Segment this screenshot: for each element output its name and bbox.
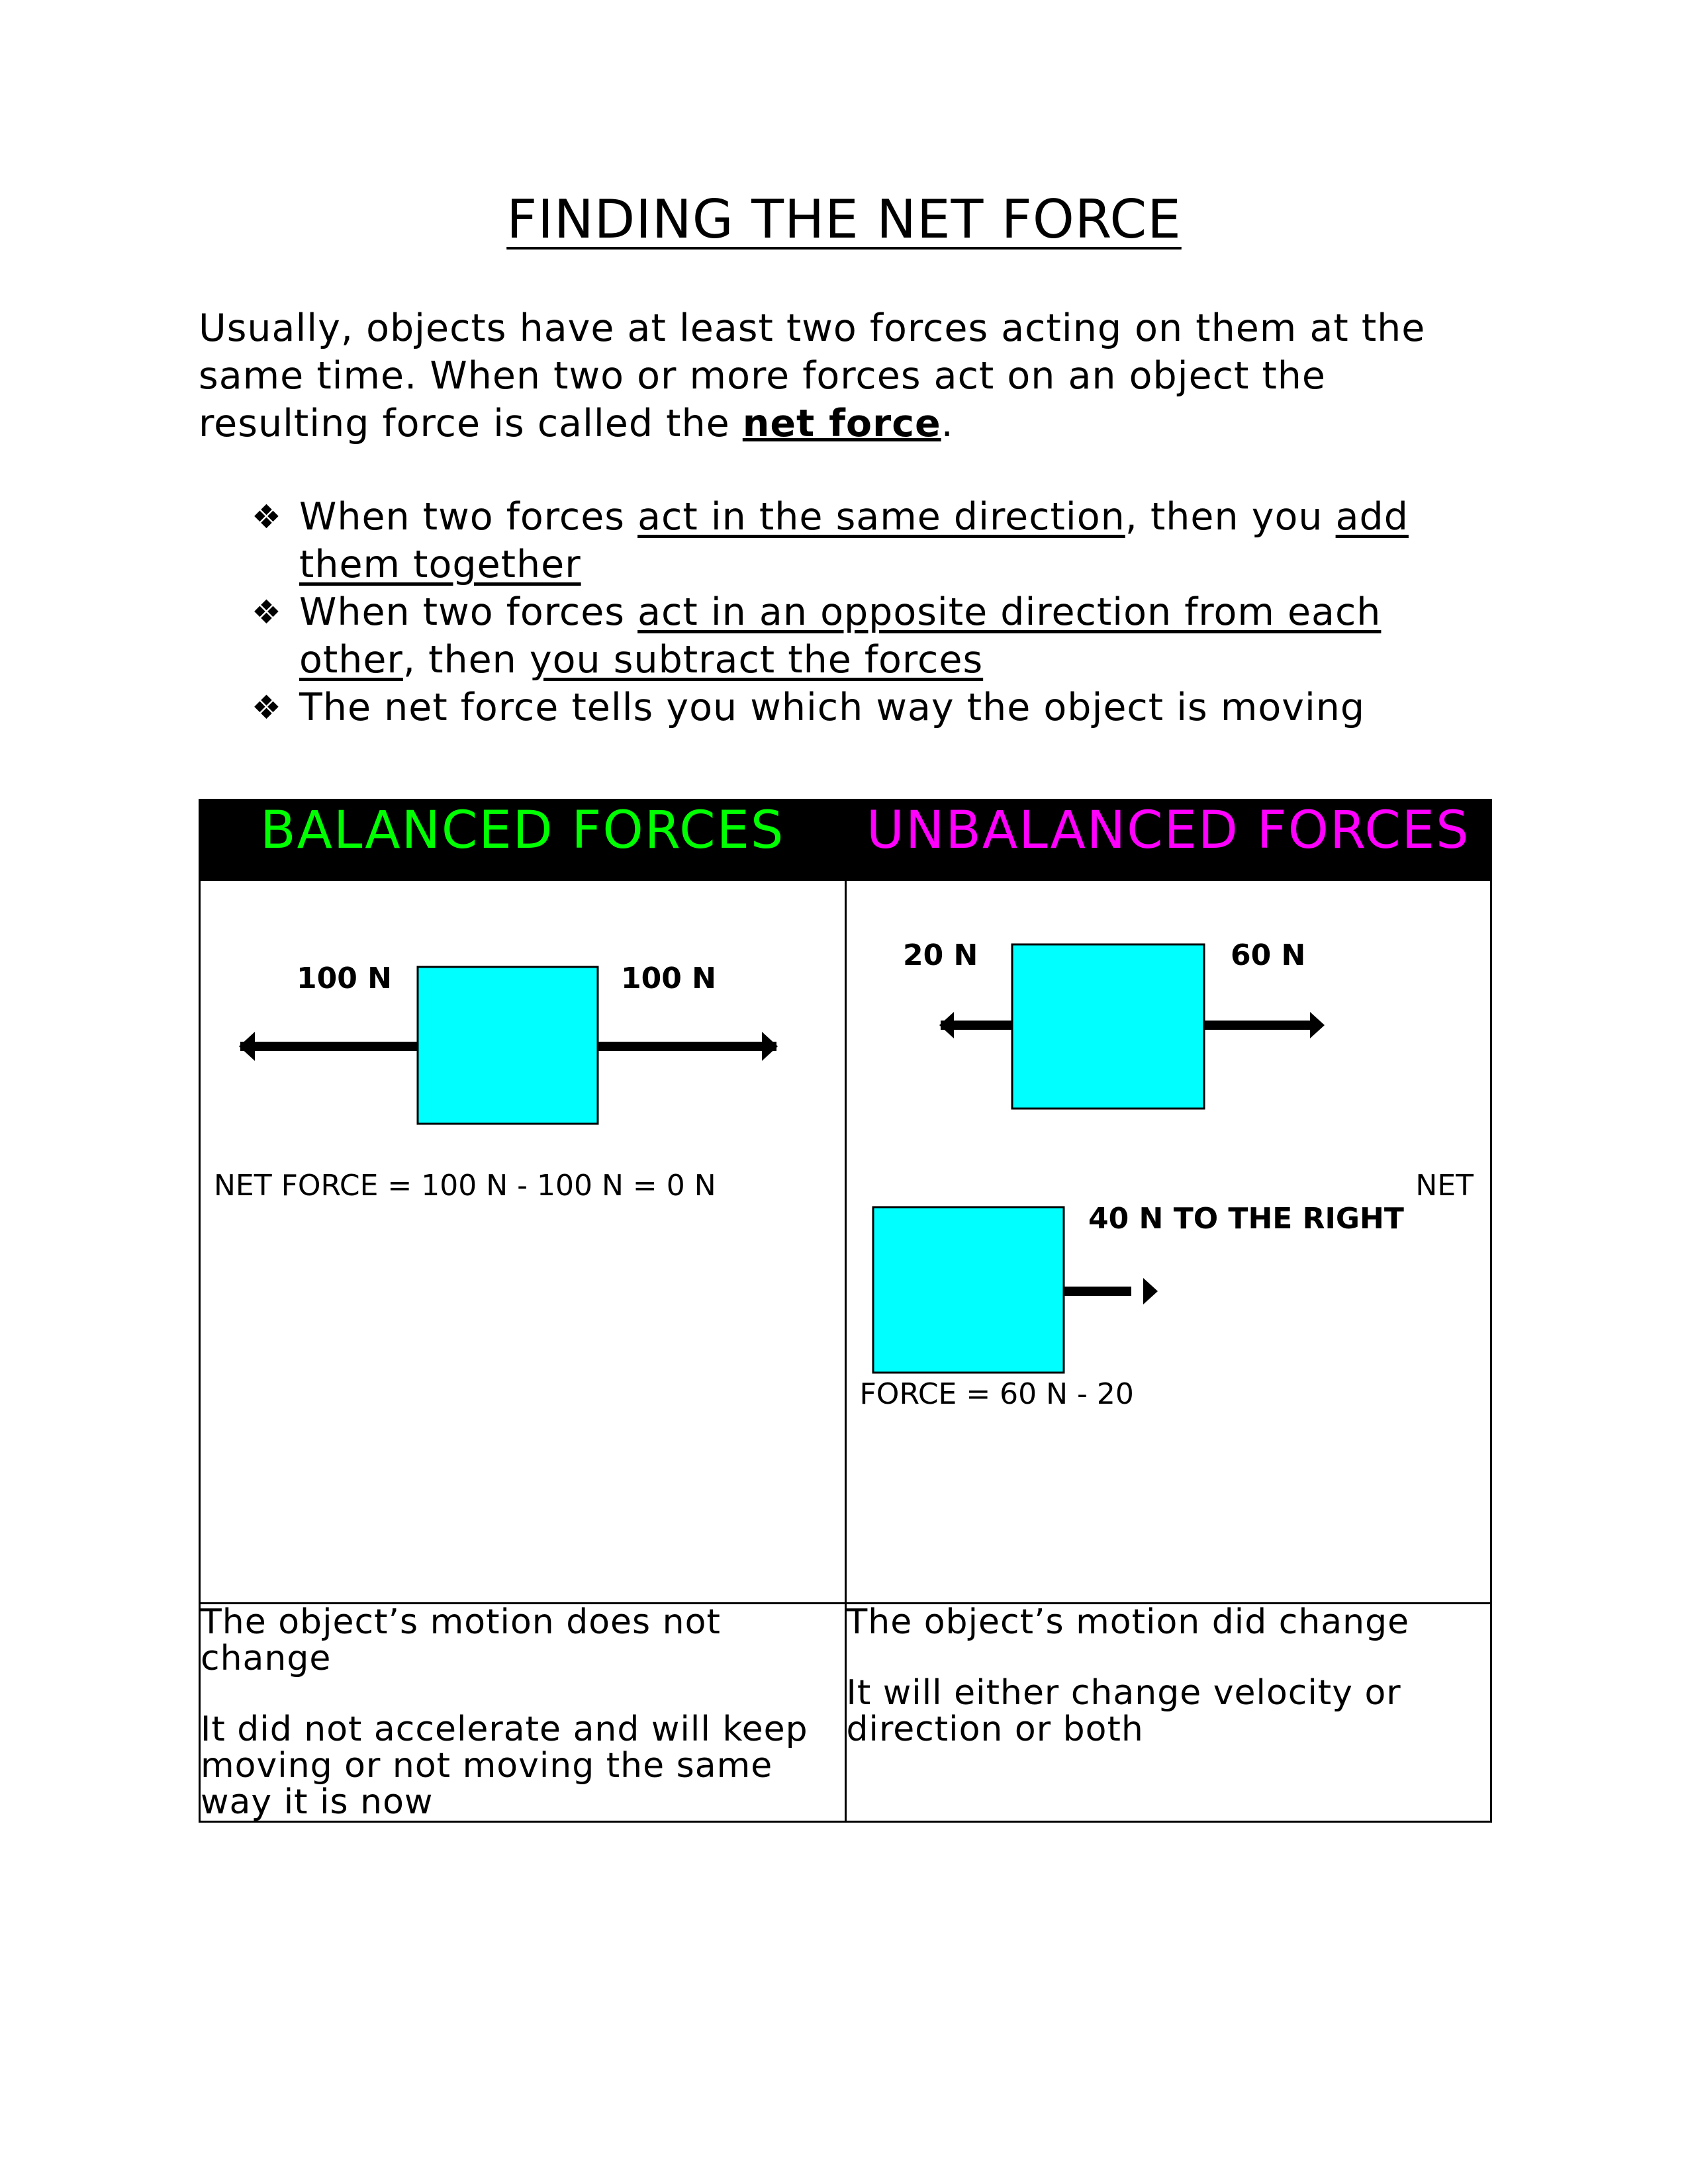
unbalanced-diagram (847, 881, 1491, 1602)
bullet-underlined: you subtract the forces (529, 638, 984, 682)
right-force-label: 60 N (1230, 938, 1305, 972)
right-arrowhead-icon (762, 1032, 778, 1061)
unbalanced-result-1: The object’s motion did change (846, 1602, 1410, 1642)
object-box (1012, 944, 1204, 1109)
net-arrowhead-icon (1143, 1278, 1158, 1304)
bullet-text: The net force tells you which way the object is moving (299, 686, 1366, 729)
right-force-label: 100 N (621, 962, 716, 995)
balanced-force-diagram (201, 881, 845, 1602)
balanced-result-2: It did not accelerate and will keep moving or not moving the same way it is now (201, 1709, 808, 1822)
right-arrowhead-icon (1310, 1012, 1325, 1038)
net-object-box (873, 1207, 1064, 1373)
unbalanced-forces-header: UNBALANCED FORCES (845, 800, 1491, 880)
diamond-bullet-icon: ❖ (252, 593, 282, 631)
net-result-label: 40 N TO THE RIGHT (1088, 1202, 1404, 1236)
left-force-label: 20 N (902, 938, 978, 972)
bullet-underlined: act in an opposite direction from each other (299, 590, 1382, 682)
unbalanced-force-diagram (847, 881, 1491, 1602)
left-arrowhead-icon (239, 1032, 255, 1061)
balanced-net-force-text: NET FORCE = 100 N - 100 N = 0 N (214, 1169, 716, 1203)
net-force-term: net force (742, 402, 941, 445)
diamond-bullet-icon: ❖ (252, 688, 282, 727)
left-force-label: 100 N (297, 962, 392, 995)
net-label: NET (1415, 1169, 1474, 1203)
bullet-text: , then (402, 638, 530, 682)
balanced-result-1: The object’s motion does not change (201, 1602, 721, 1678)
rules-list (252, 493, 1496, 731)
balanced-forces-header: BALANCED FORCES (200, 800, 846, 880)
bullet-text: When two forces (299, 495, 638, 539)
forces-table (199, 799, 1492, 1823)
left-arrowhead-icon (939, 1012, 954, 1038)
list-item (252, 493, 1496, 588)
unbalanced-result-cell (845, 1604, 1491, 1822)
bullet-underlined: add them together (299, 495, 1409, 586)
intro-paragraph (199, 304, 1496, 447)
bullet-text: When two forces (299, 590, 638, 634)
list-item (252, 684, 1496, 731)
balanced-result-cell (200, 1604, 846, 1822)
list-item (252, 588, 1496, 684)
unbalanced-net-force-text: FORCE = 60 N - 20 (859, 1377, 1134, 1411)
balanced-diagram (201, 881, 845, 1602)
intro-end: . (941, 402, 954, 445)
object-box (418, 967, 598, 1124)
bullet-underlined: act in the same direction (637, 495, 1125, 539)
page-title: FINDING THE NET FORCE (506, 189, 1182, 250)
unbalanced-result-2: It will either change velocity or direction or both (846, 1673, 1401, 1749)
bullet-text: , then you (1125, 495, 1336, 539)
diamond-bullet-icon: ❖ (252, 498, 282, 536)
intro-text: Usually, objects have at least two forces acting on them at the same time. When two or more forces act on an object the resulting force is called the (199, 306, 1426, 445)
